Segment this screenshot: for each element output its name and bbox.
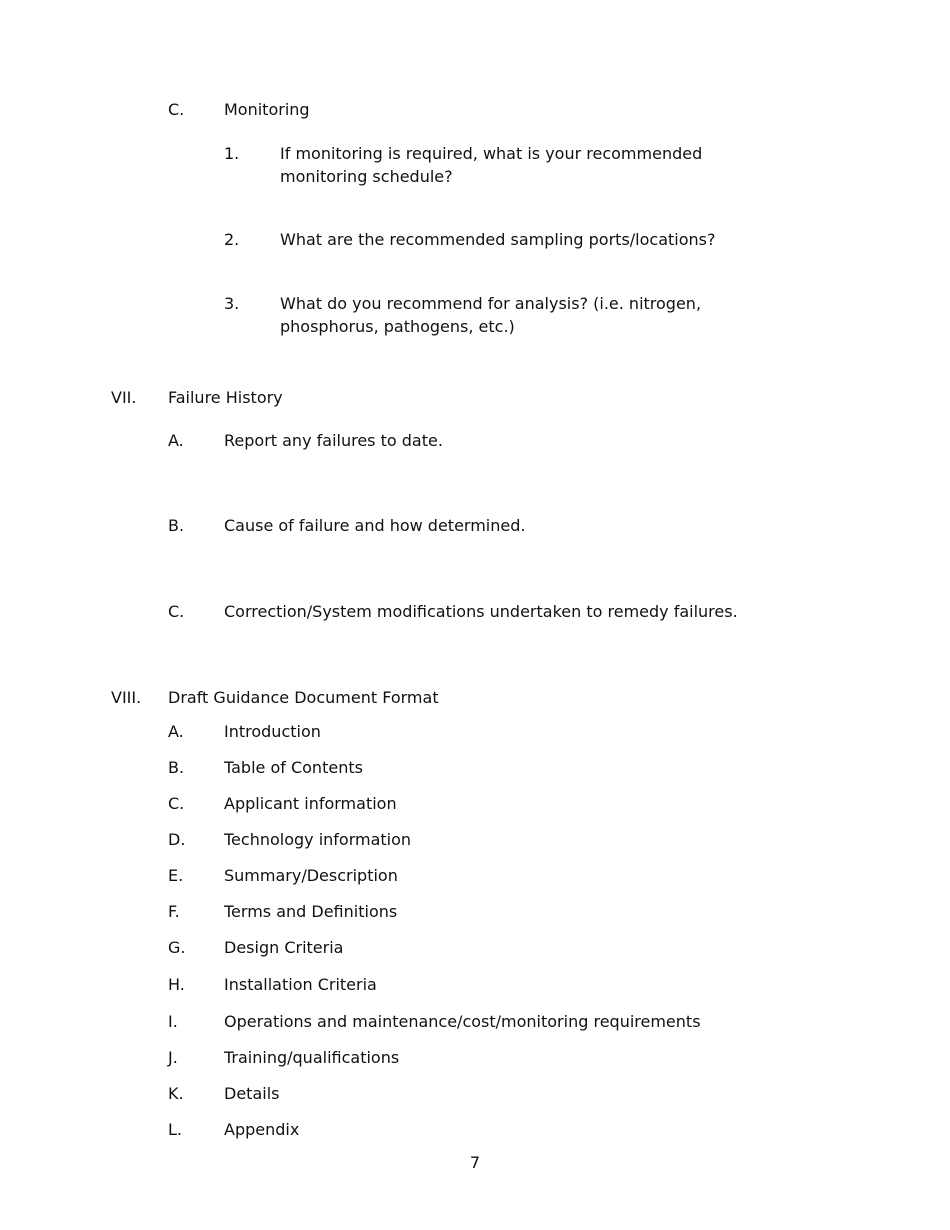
guidance-item-marker: K. bbox=[168, 1084, 184, 1103]
monitoring-item-marker: 1. bbox=[224, 144, 240, 163]
guidance-item-marker: I. bbox=[168, 1012, 178, 1031]
guidance-item-text: Details bbox=[224, 1084, 280, 1103]
failure-item-marker: C. bbox=[168, 602, 185, 621]
guidance-item-marker: H. bbox=[168, 975, 185, 994]
failure-item-marker: B. bbox=[168, 516, 185, 535]
guidance-item-marker: B. bbox=[168, 758, 185, 777]
monitoring-item-text: What are the recommended sampling ports/locations? bbox=[280, 230, 716, 249]
monitoring-item-text: If monitoring is required, what is your recommended monitoring schedule? bbox=[280, 144, 703, 186]
guidance-item-marker: A. bbox=[168, 722, 184, 741]
guidance-item-text: Terms and Definitions bbox=[224, 902, 398, 921]
monitoring-marker: C. bbox=[168, 100, 185, 119]
guidance-item-text: Applicant information bbox=[224, 794, 397, 813]
guidance-item-marker: E. bbox=[168, 866, 184, 885]
guidance-item-marker: D. bbox=[168, 830, 186, 849]
guidance-item-text: Installation Criteria bbox=[224, 975, 377, 994]
guidance-item-text: Technology information bbox=[224, 830, 412, 849]
monitoring-item-text: What do you recommend for analysis? (i.e. nitrogen, phosphorus, pathogens, etc.) bbox=[280, 294, 702, 336]
guidance-item-text: Appendix bbox=[224, 1120, 300, 1139]
failure-history-marker: VII. bbox=[111, 388, 137, 407]
guidance-item-marker: L. bbox=[168, 1120, 182, 1139]
guidance-item-text: Training/qualifications bbox=[224, 1048, 400, 1067]
draft-guidance-heading: Draft Guidance Document Format bbox=[168, 688, 439, 707]
guidance-item-marker: F. bbox=[168, 902, 180, 921]
failure-item-text: Cause of failure and how determined. bbox=[224, 516, 526, 535]
guidance-item-marker: G. bbox=[168, 938, 186, 957]
monitoring-heading: Monitoring bbox=[224, 100, 310, 119]
failure-item-text: Report any failures to date. bbox=[224, 431, 443, 450]
guidance-item-text: Operations and maintenance/cost/monitoring requirements bbox=[224, 1012, 701, 1031]
page-number: 7 bbox=[469, 1153, 481, 1172]
failure-item-text: Correction/System modifications undertaken to remedy failures. bbox=[224, 602, 738, 621]
guidance-item-marker: J. bbox=[168, 1048, 178, 1067]
monitoring-item-marker: 3. bbox=[224, 294, 240, 313]
monitoring-item-marker: 2. bbox=[224, 230, 240, 249]
failure-item-marker: A. bbox=[168, 431, 184, 450]
draft-guidance-marker: VIII. bbox=[111, 688, 142, 707]
guidance-item-text: Design Criteria bbox=[224, 938, 344, 957]
guidance-item-text: Table of Contents bbox=[224, 758, 363, 777]
failure-history-heading: Failure History bbox=[168, 388, 283, 407]
guidance-item-marker: C. bbox=[168, 794, 185, 813]
guidance-item-text: Summary/Description bbox=[224, 866, 398, 885]
guidance-item-text: Introduction bbox=[224, 722, 321, 741]
